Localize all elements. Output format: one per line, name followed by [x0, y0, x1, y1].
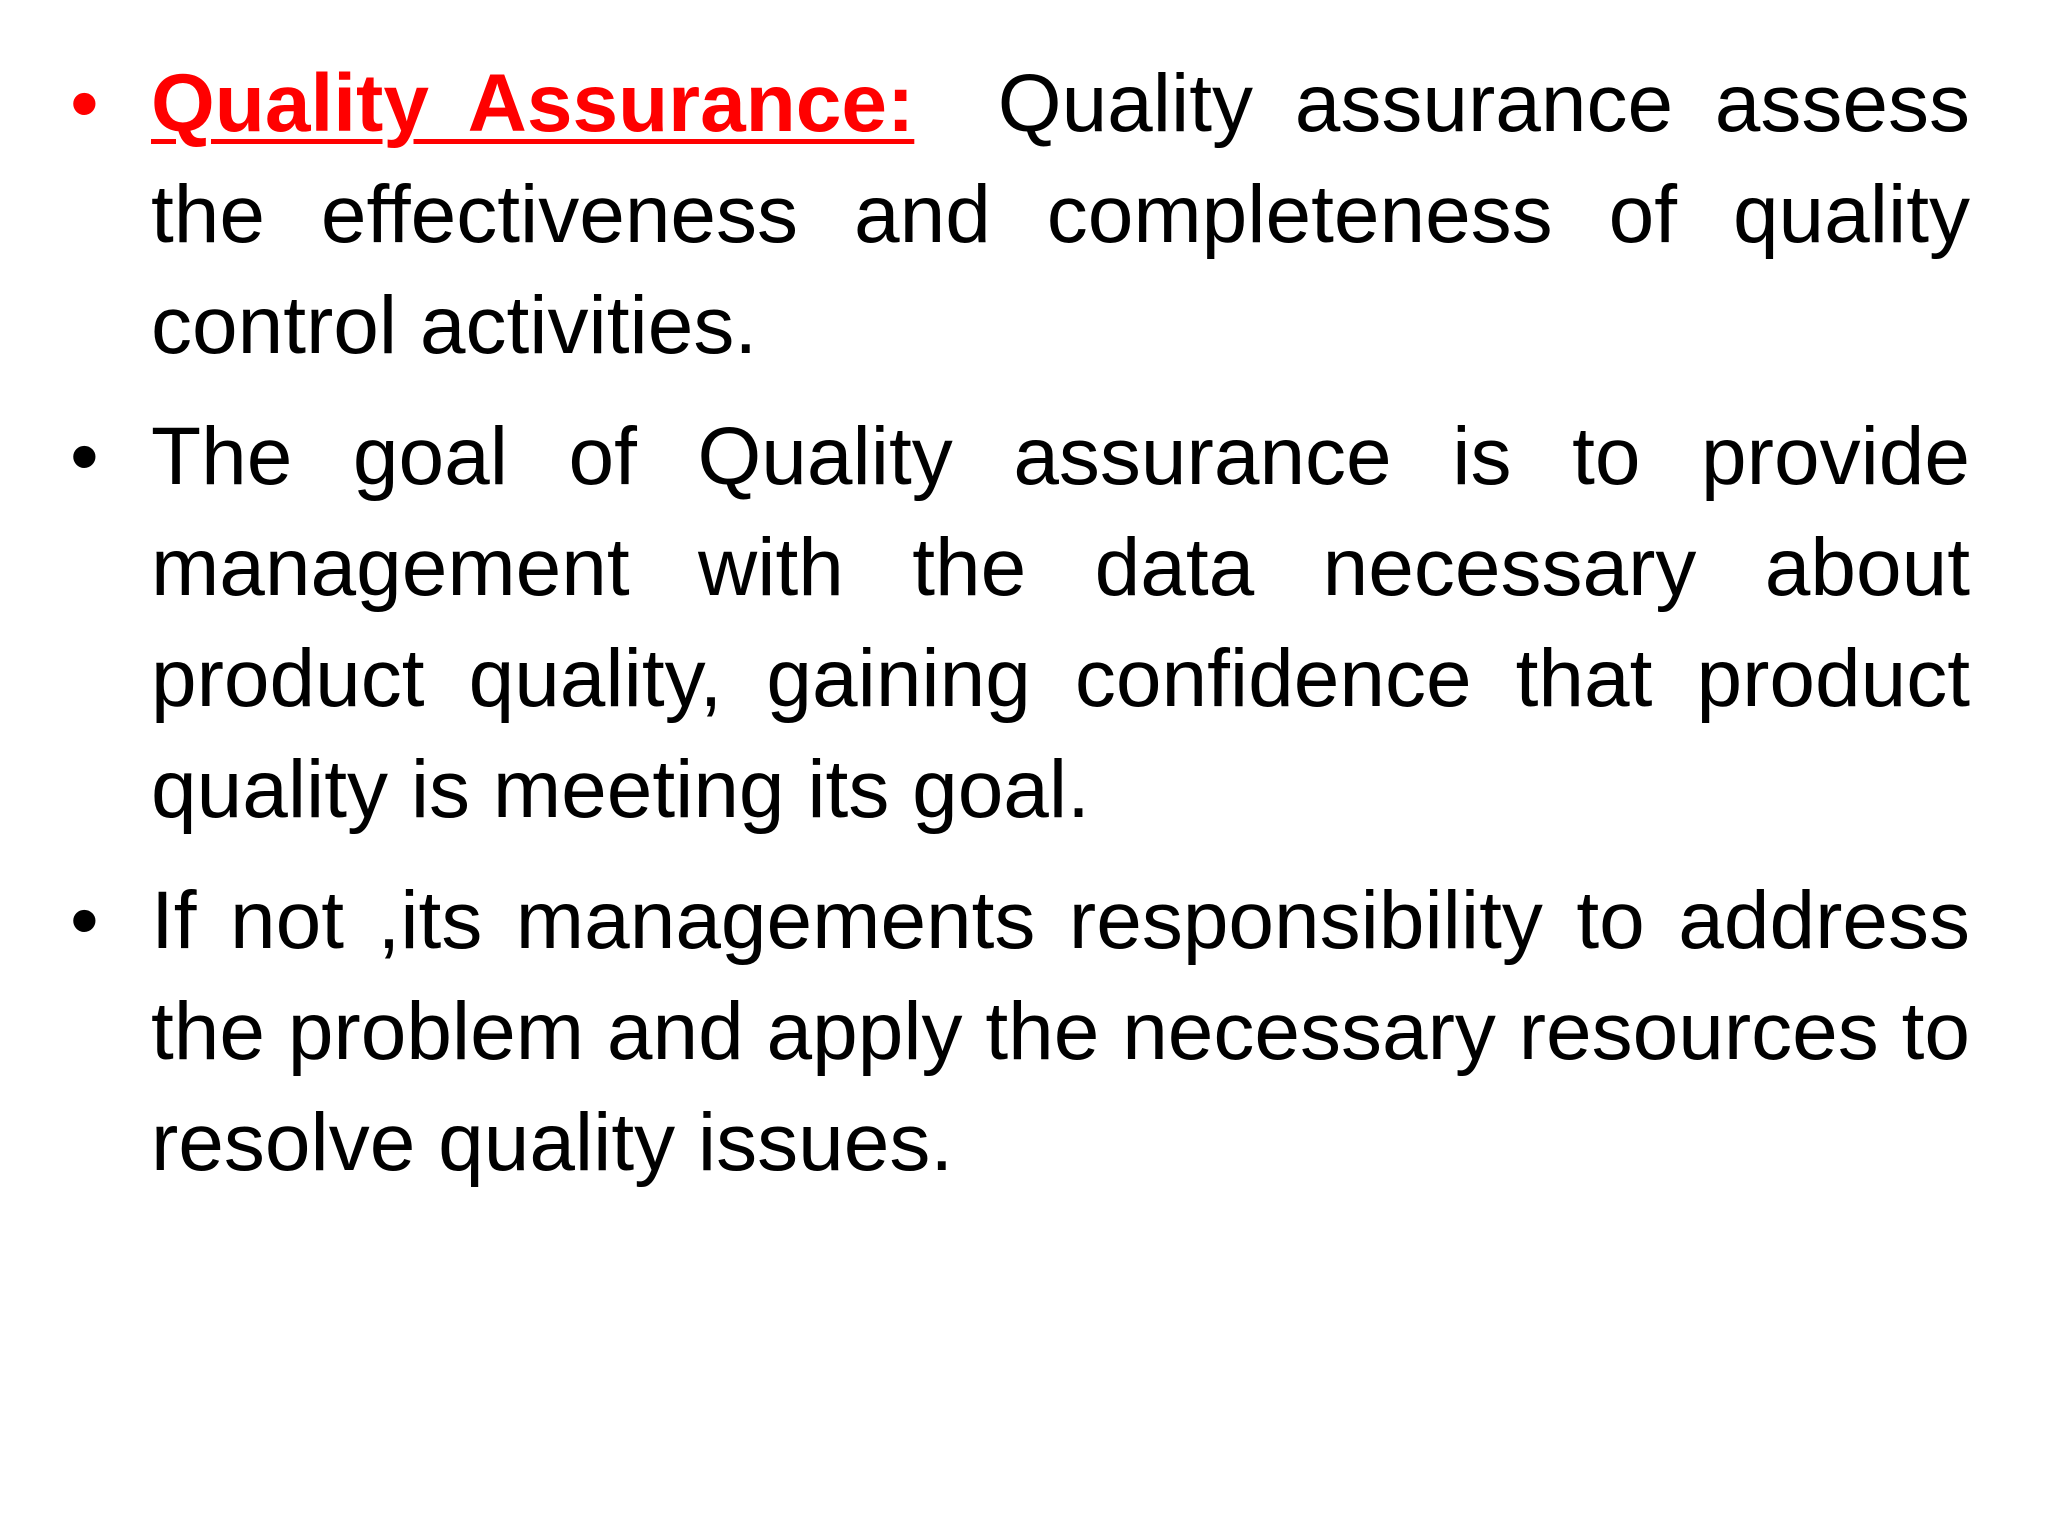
bullet-body: The goal of Quality assurance is to provide management with the data necessary about product quality, gaining confidence that product quality is meeting its goal.: [151, 411, 1970, 835]
bullet-point-icon: •: [70, 411, 99, 502]
bullet-body: If not ,its managements responsibility to address the problem and apply the necessary resources to resolve quality issues.: [151, 875, 1970, 1188]
bullet-item-responsibility: [70, 865, 1970, 1198]
bullet-list: [70, 48, 1970, 1198]
bullet-text: [151, 48, 1970, 381]
bullet-item-goal: [70, 401, 1970, 845]
bullet-item-quality-assurance: [70, 48, 1970, 381]
bullet-point-icon: •: [70, 58, 99, 149]
term-heading: Quality Assurance:: [151, 58, 915, 149]
bullet-point-icon: •: [70, 875, 99, 966]
bullet-body: Quality assurance assess the effectiveness and completeness of quality control activities.: [151, 58, 1971, 371]
